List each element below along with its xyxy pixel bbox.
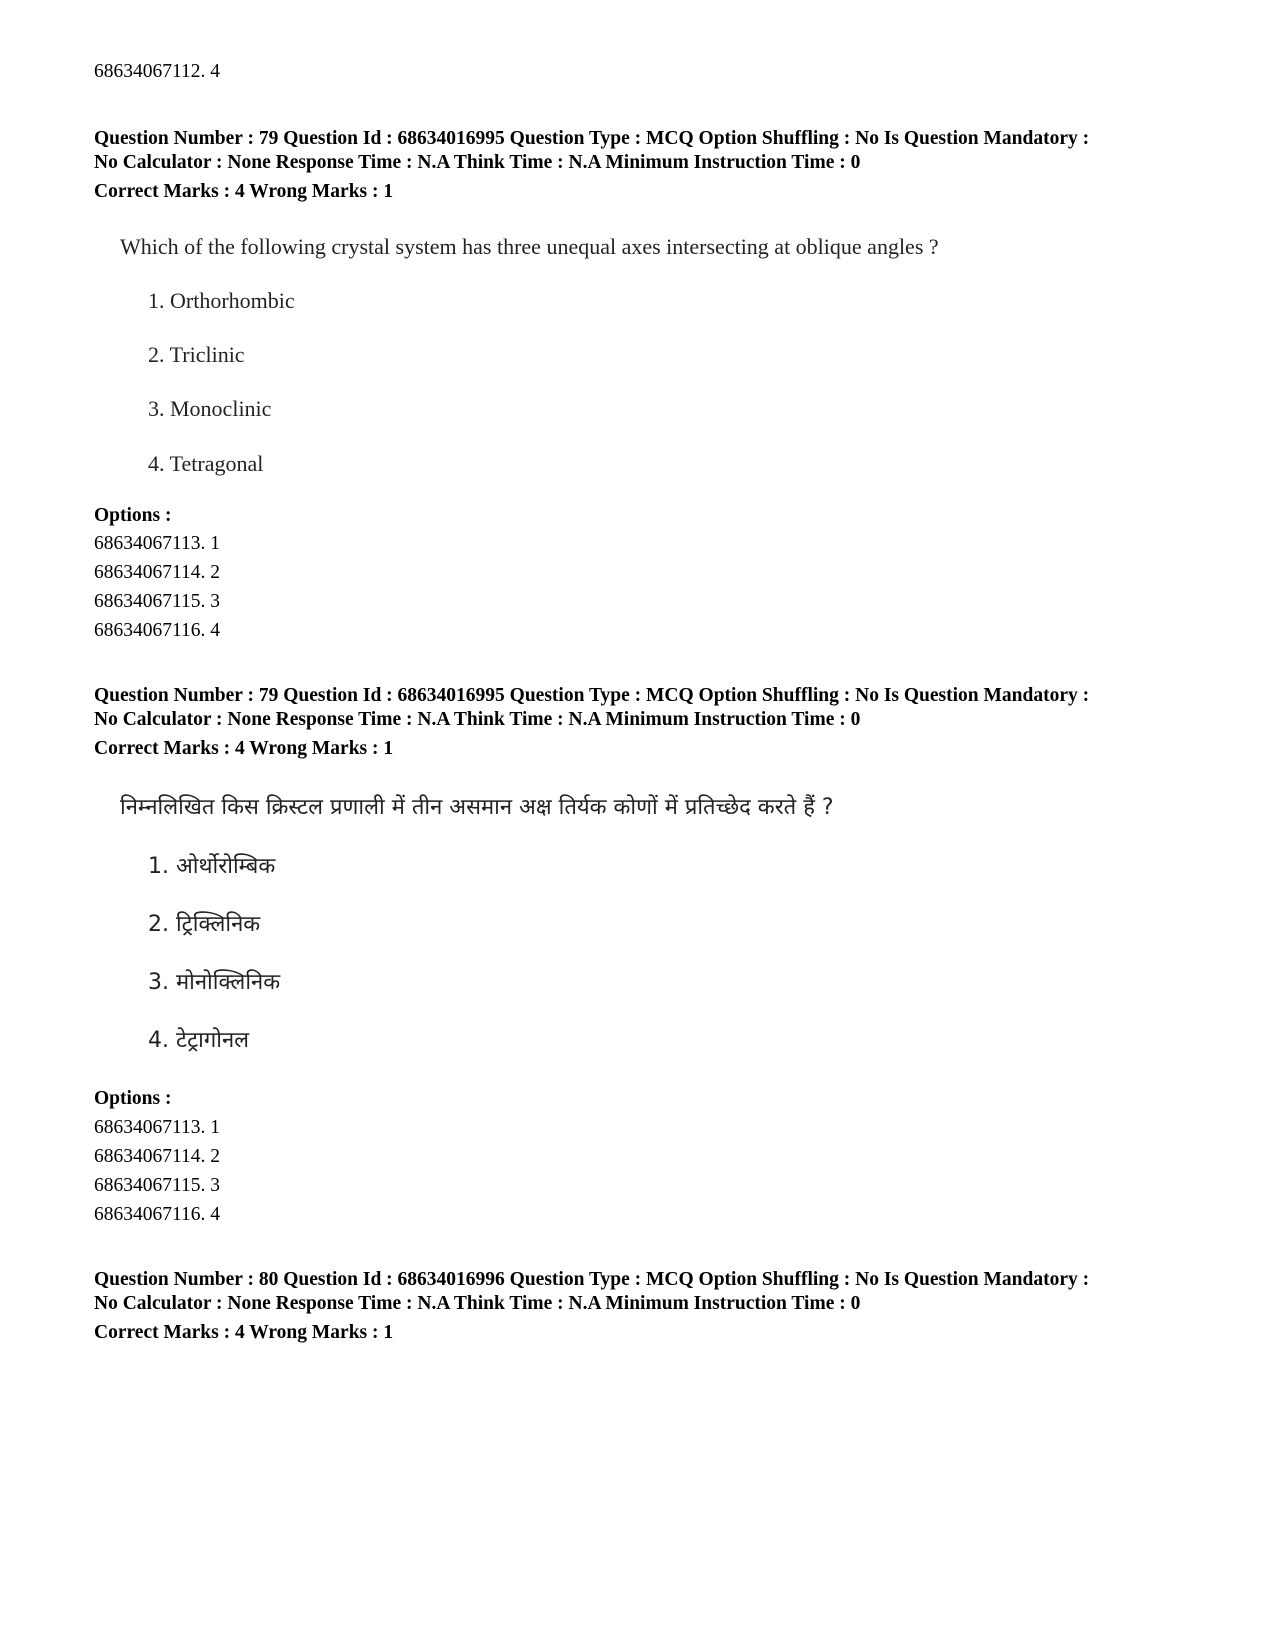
question-text: निम्नलिखित किस क्रिस्टल प्रणाली में तीन असमान अक्ष तिर्यक कोणों में प्रतिच्छेद करते हैं ? xyxy=(120,795,834,820)
question-meta-line-1: Question Number : 79 Question Id : 68634016995 Question Type : MCQ Option Shuffling : No Is Question Mandatory : xyxy=(94,685,1090,706)
question-choice: 2. Triclinic xyxy=(148,342,245,367)
options-label: Options : xyxy=(94,1088,172,1109)
question-choice: 1. ओर्थोरोम्बिक xyxy=(148,854,276,879)
question-marks: Correct Marks : 4 Wrong Marks : 1 xyxy=(94,1322,394,1343)
options-label: Options : xyxy=(94,505,172,526)
question-choice: 3. मोनोक्लिनिक xyxy=(148,970,281,995)
option-id-line: 68634067113. 1 xyxy=(94,533,221,554)
option-id-line: 68634067114. 2 xyxy=(94,562,221,583)
question-meta-line-2: No Calculator : None Response Time : N.A Think Time : N.A Minimum Instruction Time : 0 xyxy=(94,152,861,173)
question-meta-line-1: Question Number : 80 Question Id : 68634016996 Question Type : MCQ Option Shuffling : No Is Question Mandatory : xyxy=(94,1269,1090,1290)
question-choice: 1. Orthorhombic xyxy=(148,288,295,313)
question-choice: 4. Tetragonal xyxy=(148,451,264,476)
question-choice: 4. टेट्रागोनल xyxy=(148,1028,250,1053)
option-id-line: 68634067115. 3 xyxy=(94,1175,221,1196)
question-meta-line-2: No Calculator : None Response Time : N.A Think Time : N.A Minimum Instruction Time : 0 xyxy=(94,1293,861,1314)
question-marks: Correct Marks : 4 Wrong Marks : 1 xyxy=(94,738,394,759)
previous-option-line: 68634067112. 4 xyxy=(94,61,221,82)
option-id-line: 68634067116. 4 xyxy=(94,620,221,641)
option-id-line: 68634067116. 4 xyxy=(94,1204,221,1225)
question-choice: 2. ट्रिक्लिनिक xyxy=(148,912,261,937)
question-marks: Correct Marks : 4 Wrong Marks : 1 xyxy=(94,181,394,202)
question-meta-line-1: Question Number : 79 Question Id : 68634016995 Question Type : MCQ Option Shuffling : No Is Question Mandatory : xyxy=(94,128,1090,149)
option-id-line: 68634067113. 1 xyxy=(94,1117,221,1138)
question-choice: 3. Monoclinic xyxy=(148,396,272,421)
question-meta-line-2: No Calculator : None Response Time : N.A Think Time : N.A Minimum Instruction Time : 0 xyxy=(94,709,861,730)
option-id-line: 68634067115. 3 xyxy=(94,591,221,612)
question-text: Which of the following crystal system has three unequal axes intersecting at oblique angles ? xyxy=(120,234,939,259)
option-id-line: 68634067114. 2 xyxy=(94,1146,221,1167)
